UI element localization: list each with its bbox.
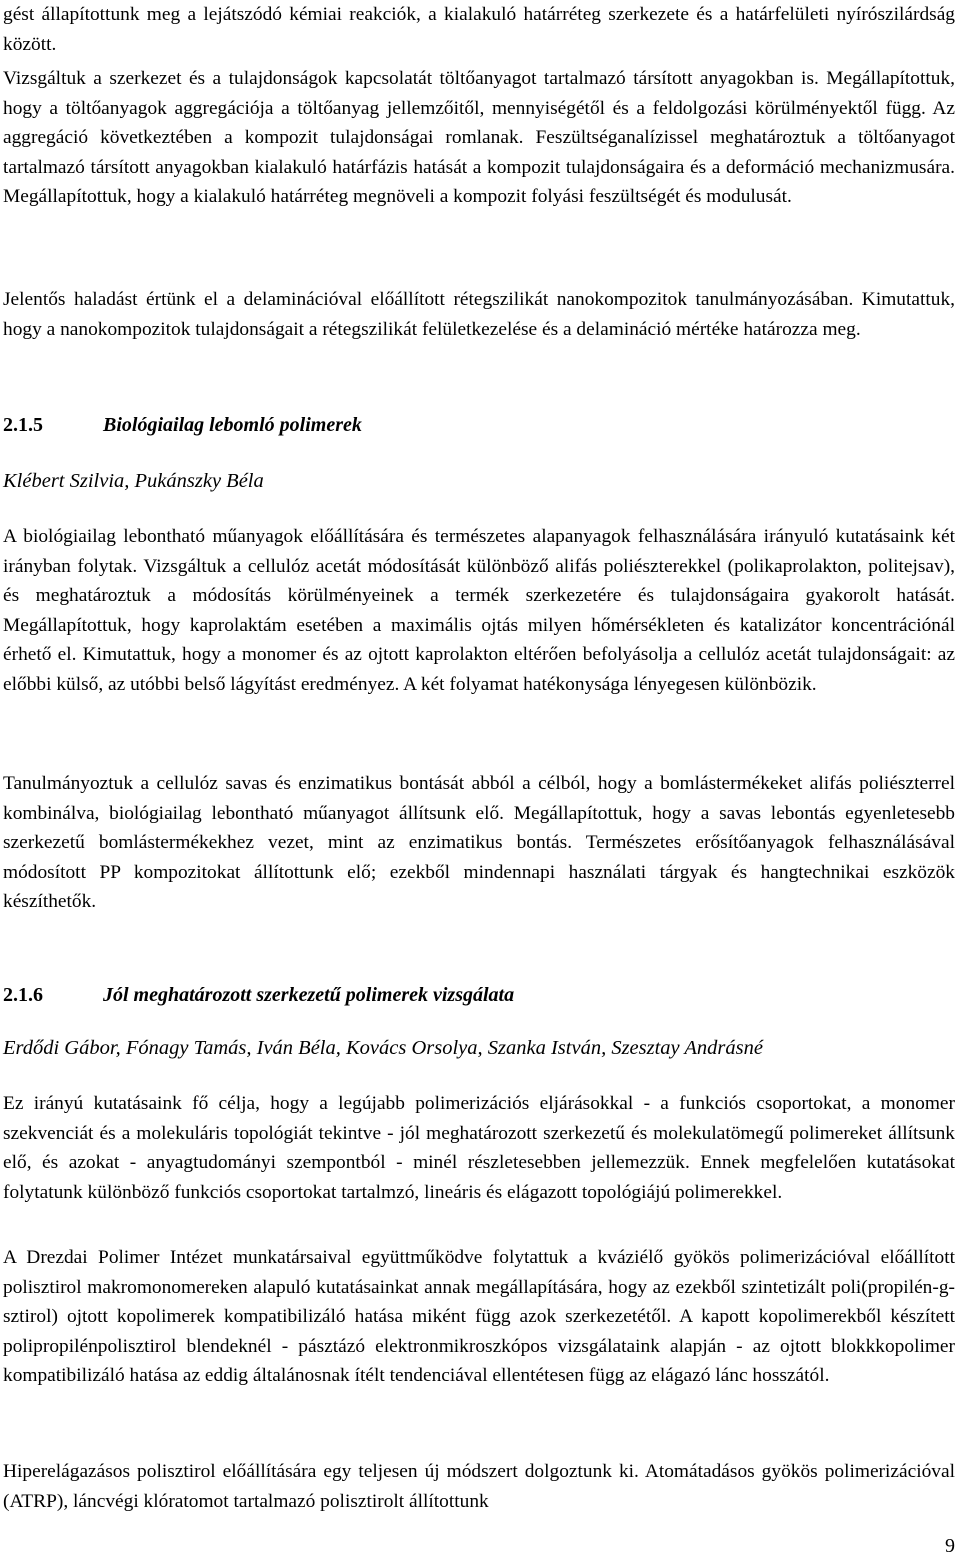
section-authors-216 (3, 1034, 955, 1062)
intro-paragraph-1-block (3, 0, 955, 59)
authors-line: Klébert Szilvia, Pukánszky Béla (3, 470, 264, 492)
intro-paragraph-3: Jelentős haladást értünk el a delaminációval előállított rétegszilikát nanokompozitok tanulmányozásában. Kimutattuk, hogy a nanokompozitok tulajdonságait a rétegszilikát felületkezelése és a delamináció mértéke határozza meg. (3, 289, 955, 340)
section-heading-215 (3, 411, 955, 439)
section-216-paragraph-3: Hiperelágazásos polisztirol előállítására egy teljesen új módszert dolgoztunk ki. Atomátadásos gyökös polimerizációval (ATRP), láncvégi klóratomot tartalmazó polisztirolt állítottunk (3, 1461, 955, 1512)
section-number: 2.1.6 (3, 984, 43, 1006)
section-216-paragraph-3-block (3, 1457, 955, 1516)
section-title: Biológiailag lebomló polimerek (103, 414, 362, 436)
section-215-paragraph-1: A biológiailag lebontható műanyagok előállítására és természetes alapanyagok felhasználására irányuló kutatásaink két irányban folytak. Vizsgáltuk a cellulóz acetát módosítását különböző alifás poliészterekkel (polikaprolakton, politejsav), és meghatároztuk a módosítás körülményeinek a termék szerkezetére és tulajdonságaira gyakorolt hatását. Megállapítottuk, hogy kaprolaktám esetében a maximális ojtás milyen hőmérsékleten és katalizátor koncentrációnál érhető el. Kimutattuk, hogy a monomer és az ojtott kaprolakton eltérően befolyásolja a cellulóz acetát tulajdonságait: az előbbi külső, az utóbbi belső lágyítást eredményez. A két folyamat hatékonysága lényegesen különbözik. (3, 526, 955, 695)
authors-line: Erdődi Gábor, Fónagy Tamás, Iván Béla, Kovács Orsolya, Szanka István, Szesztay Andrásné (3, 1037, 763, 1059)
intro-paragraph-2-block (3, 64, 955, 212)
section-216-paragraph-2-block (3, 1243, 955, 1391)
section-215-paragraph-2: Tanulmányoztuk a cellulóz savas és enzimatikus bontását abból a célból, hogy a bomlástermékeket alifás poliészterrel kombinálva, biológiailag lebontható műanyagot állítsunk elő. Megállapítottuk, hogy a savas lebontás egyenletesebb szerkezetű bomlástermékekhez vezet, mint az enzimatikus bontás. Természetes erősítőanyagok felhasználásával módosított PP kompozitokat állítottunk elő; ezekből mindennapi használati tárgyak és hangtechnikai eszközök készíthetők. (3, 773, 955, 913)
intro-paragraph-1: gést állapítottunk meg a lejátszódó kémiai reakciók, a kialakuló határréteg szerkezete és a határfelületi nyírószilárdság között. (3, 4, 955, 55)
section-216-paragraph-1-block (3, 1089, 955, 1207)
section-215-paragraph-1-block (3, 522, 955, 700)
intro-paragraph-2: Vizsgáltuk a szerkezet és a tulajdonságok kapcsolatát töltőanyagot tartalmazó társított anyagokban is. Megállapítottuk, hogy a töltőanyagok aggregációja a töltőanyag jellemzőitől, mennyiségétől és a feldolgozási körülményektől függ. Az aggregáció következtében a kompozit tulajdonságai romlanak. Feszültséganalízissel meghatároztuk a töltőanyagot tartalmazó társított anyagokban kialakuló határfázis hatását a kompozit tulajdonságaira és a deformáció mechanizmusára. Megállapítottuk, hogy a kialakuló határréteg megnöveli a kompozit folyási feszültségét és modulusát. (3, 68, 955, 208)
intro-paragraph-3-block (3, 285, 955, 344)
section-title: Jól meghatározott szerkezetű polimerek vizsgálata (103, 984, 515, 1006)
section-number: 2.1.5 (3, 414, 43, 436)
section-215-paragraph-2-block (3, 769, 955, 917)
section-authors-215 (3, 467, 955, 495)
section-heading-216 (3, 981, 955, 1009)
section-216-paragraph-2: A Drezdai Polimer Intézet munkatársaival együttműködve folytattuk a kváziélő gyökös polimerizációval előállított polisztirol makromonomereken alapuló kutatásainkat annak megállapítására, hogy az ezekből szintetizált poli(propilén-g-sztirol) ojtott kopolimerek kompatibilizáló hatása miként függ azok szerkezetétől. A kapott kopolimerekből készített polipropilénpolisztirol blendeknél - pásztázó elektronmikroszkópos vizsgálataink alapján - az ojtott blokkkopolimer kompatibilizáló hatása az eddig általánosnak ítélt tendenciával ellentétesen függ az elágazó lánc hosszától. (3, 1247, 955, 1387)
page-number: 9 (945, 1535, 955, 1557)
section-216-paragraph-1: Ez irányú kutatásaink fő célja, hogy a legújabb polimerizációs eljárásokkal - a funkciós csoportokat, a monomer szekvenciát és a molekuláris topológiát tekintve - jól meghatározott szerkezetű és molekulatömegű polimereket állítsunk elő, és azokat - anyagtudományi szempontból - minél részletesebben jellemezzük. Ennek megfelelően kutatásokat folytatunk különböző funkciós csoportokat tartalmzó, lineáris és elágazott topológiájú polimerekkel. (3, 1093, 955, 1203)
